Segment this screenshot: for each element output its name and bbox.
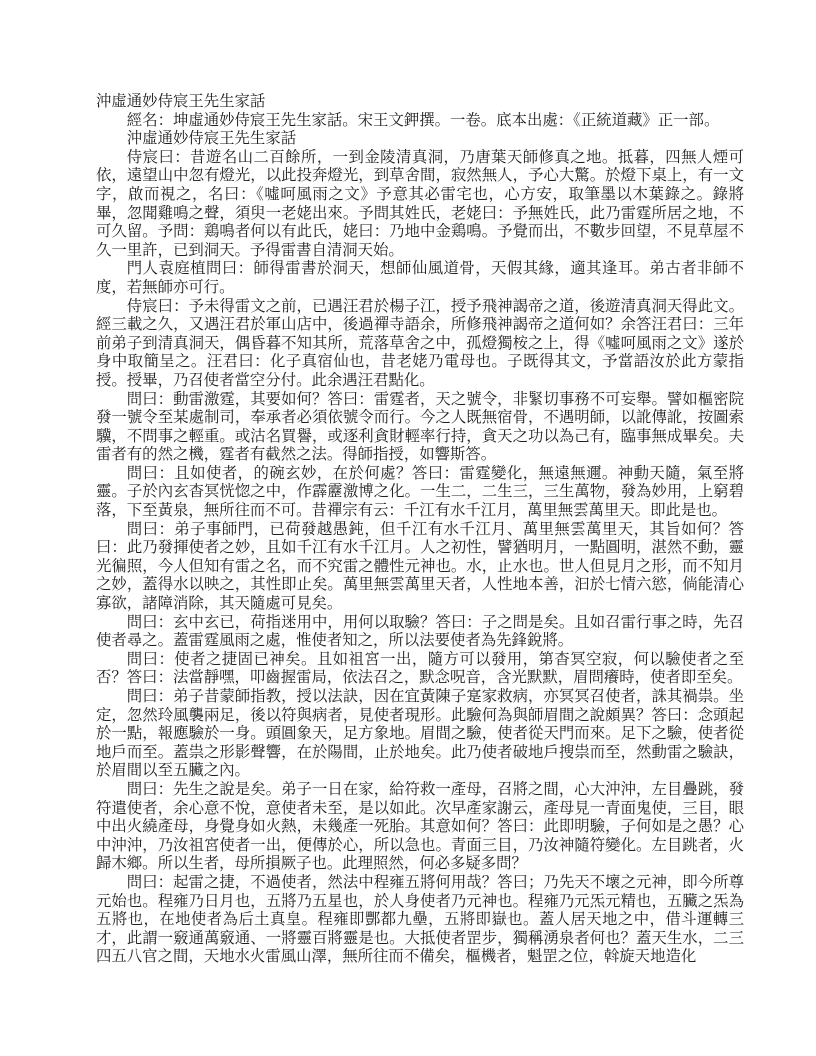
paragraph-shichen-intro: 侍宸曰：昔遊名山二百餘所，一到金陵清真洞，乃唐葉天師修真之地。抵暮，四無人煙可依，遠望山中忽有燈光，以此投奔燈光，到草舍間，寂然無人，予心大驚。於燈下桌上，有一文字，啟而視之，名曰：《噓呵風雨之文》予意其必雷宅也，心方安，取筆墨以木葉錄之。錄將畢，忽聞雞鳴之聲，須臾一老姥出來。予問其姓氏，老姥曰：予無姓氏，此乃雷霆所居之地，不可久留。予問：鶏鳴者何以有此氏，姥曰：乃地中金鶏鳴。予覺而出，不數步回望，不見草屋不久一里許，已到洞天。予得雷書自清洞天始。 xyxy=(96,148,744,259)
paragraph-qa-envoy-mystery: 問曰：且如使者，的碗玄妙，在於何處？答曰：雷霆變化，無遠無邇。神動天隨，氣至將靈。子於內玄杳冥恍惚之中，作霹靂激博之化。一生二，二生三，三生萬物，發為妙用，上窮碧落，下至黃泉，無所往而不可。昔禪宗有云：千江有水千江月，萬里無雲萬里天。即此是也。 xyxy=(96,464,744,520)
paragraph-shichen-reply: 侍宸曰：予未得雷文之前，已遇汪君於楊子江，授予飛神謁帝之道，後遊清真洞天得此文。經三載之久，又遇汪君於軍山店中，後過禪寺語余，所修飛神謁帝之道何如？余答汪君曰：三年前弟子到清真洞天，偶昏暮不知其所，荒落草舍之中，孤燈獨桉之上，得《噓呵風雨之文》遂於身中取簡呈之。汪君曰：化子真宿仙也，昔老姥乃電母也。子既得其文，予當語汝於此方蒙指授。授畢，乃召使者當空分付。此余遇汪君點化。 xyxy=(96,297,744,389)
inner-title: 沖虛通妙侍宸王先生家話 xyxy=(126,130,297,148)
paragraph-qa-verification: 問曰：玄中玄已，荷指迷用中，用何以取驗？答曰：子之問是矣。且如召雷行事之時，先召使者尋之。蓋雷霆風雨之處，惟使者知之，所以法要使者為先鋒銳將。 xyxy=(96,613,744,650)
paragraph-qa-thunder: 問曰：動雷激霆，其要如何？答曰：雷霆者，天之號令，非緊切事務不可妄舉。譬如樞密院發一號令至某處制司，奉承者必須依號令而行。今之人既無宿骨，不遇明師，以訛傳訛，按圖索驥，不問事之輕重。或沽名買譽，或逐利貪財輕率行持，貪天之功以為己有，臨事無成畢矣。夫雷者有的然之機，霆者有截然之法。得師指授，如響斯答。 xyxy=(96,390,744,464)
paragraph-qa-healing: 問曰：弟子昔蒙師指教，授以法訣，因在宜黃陳子寔家救病，亦冥冥召使者，誅其禍祟。坐定，忽然玲風襲兩足，後以符與病者，見使者現形。此驗何為與師眉間之說頗異？答曰：念頭起於一點，報應驗於一身。頭圓象天，足方象地。眉間之驗，使者從天門而來。足下之驗，使者從地戶而至。蓋祟之形影聲響，在於陽間，止於地矣。此乃使者破地戶搜祟而至，然動雷之驗訣，於眉間以至五臟之內。 xyxy=(96,688,744,780)
paragraph-qa-generals: 問曰：起雷之捷，不過使者，然法中程雍五將何用哉？答曰；乃先天不壞之元神，即今所尊元始也。程雍乃日月也，五將乃五星也，於人身使者乃元神也。程雍乃元炁元精也，五臟之炁為五將也，在地使者為后土真皇。程雍即酆都九壘，五將即嶽也。蓋人居天地之中，借斗運轉三才，此謂一竅通萬竅通、一將靈百將靈是也。大抵使者罡步，獨稱湧泉者何也？蓋天生水，二三四五八官之間，天地水火雷風山澤，無所往而不備矣，樞機者，魁罡之位，斡旋天地造化 xyxy=(96,873,744,966)
document-title: 沖虛通妙侍宸王先生家話 xyxy=(96,93,266,110)
colophon-line: 經名：坤虛通妙侍宸王先生家話。宋王文鉀撰。一卷。底本出處：《正統道藏》正一部。 xyxy=(126,111,720,129)
paragraph-qa-childbirth: 問曰：先生之說是矣。弟子一日在家，給符救一產母，召將之間，心大沖沖，左目疊跳，發符遣使者，余心意不悅，意使者未至，是以如此。次早產家謝云，產母見一青面鬼使，三目，眼中出火繞產母，身覺身如火熱，未幾產一死胎。其意如何？答曰：此即明驗，子何如是之愚？心中沖沖，乃汝祖宮使者一出，便傳於心，所以急也。青面三目，乃汝神隨符變化。左目跳者，火歸木鄉。所以生者，母所損厥子也。此理照然，何必多疑多問？ xyxy=(96,780,744,873)
paragraph-disciple-question: 門人袁庭植問曰：師得雷書於洞天，想師仙風道骨，天假其緣，適其逢耳。弟古者非師不度，若無師亦可行。 xyxy=(96,260,744,296)
paragraph-qa-envoy-arrival: 問曰：使者之捷固已神矣。且如祖宮一出，隨方可以發用，第杳冥空寂，何以驗使者之至否？答曰：法當靜嘿，叩齒握雷局，依法召之，默念呪音，含光默默，眉問癢時，使者即至矣。 xyxy=(96,650,744,687)
paragraph-qa-moon-metaphor: 問曰：弟子事師門，已荷發越愚鈍，但千江有水千江月、萬里無雲萬里天，其旨如何？答曰：此乃發揮使者之妙，且如千江有水千江月。人之初性，譬猶明月，一點圓明，湛然不動，靈光徧照，今人但知有雷之名，而不究雷之體性元神也。水，止水也。世人但見月之形，而不知月之妙，蓋得水以映之，其性即止矣。萬里無雲萬里天者，人性地本善，汩於七情六慾，倘能清心寡欲，諸障消除，其天隨處可見矣。 xyxy=(96,520,744,613)
